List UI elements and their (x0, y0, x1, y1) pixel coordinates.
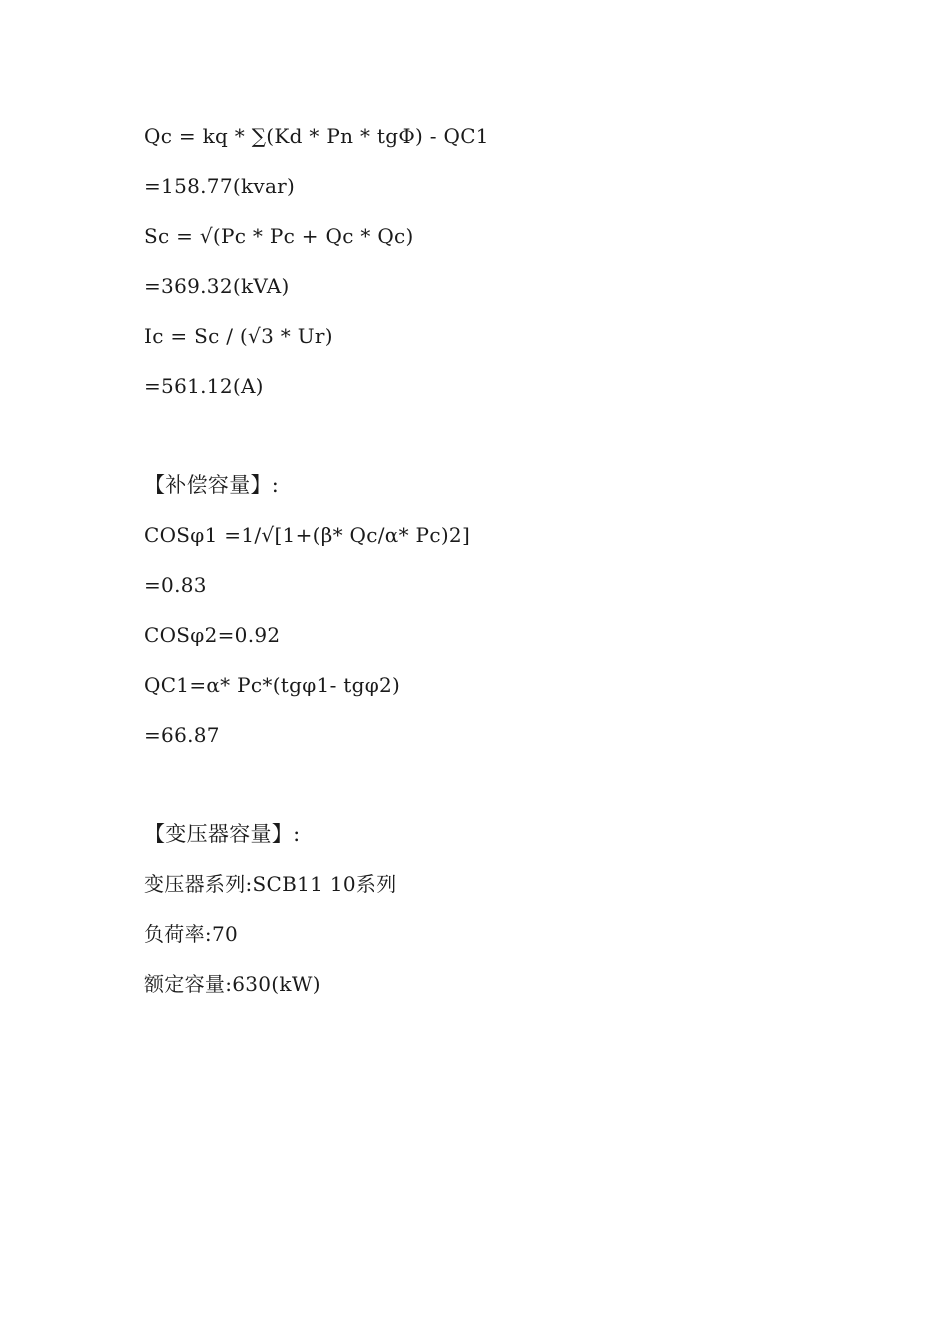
ic-value: =561.12(A) (144, 374, 264, 398)
compensation-heading: 【补偿容量】: (144, 473, 280, 497)
sc-formula: Sc = √(Pc * Pc + Qc * Qc) (144, 224, 414, 248)
cos-phi1-formula: COSφ1 =1/√[1+(β* Qc/α* Pc)2] (144, 523, 471, 547)
rated-capacity: 额定容量:630(kW) (144, 972, 321, 996)
qc-value: =158.77(kvar) (144, 174, 296, 198)
cos-phi2-value: COSφ2=0.92 (144, 623, 281, 647)
cos-phi1-value: =0.83 (144, 573, 207, 597)
qc1-value: =66.87 (144, 723, 220, 747)
qc-formula: Qc = kq * ∑(Kd * Pn * tgΦ) - QC1 (144, 124, 489, 148)
transformer-heading: 【变压器容量】: (144, 822, 301, 846)
sc-value: =369.32(kVA) (144, 274, 290, 298)
transformer-series: 变压器系列:SCB11 10系列 (144, 872, 397, 896)
ic-formula: Ic = Sc / (√3 * Ur) (144, 324, 333, 348)
load-rate: 负荷率:70 (144, 922, 238, 946)
qc1-formula: QC1=α* Pc*(tgφ1- tgφ2) (144, 673, 401, 697)
